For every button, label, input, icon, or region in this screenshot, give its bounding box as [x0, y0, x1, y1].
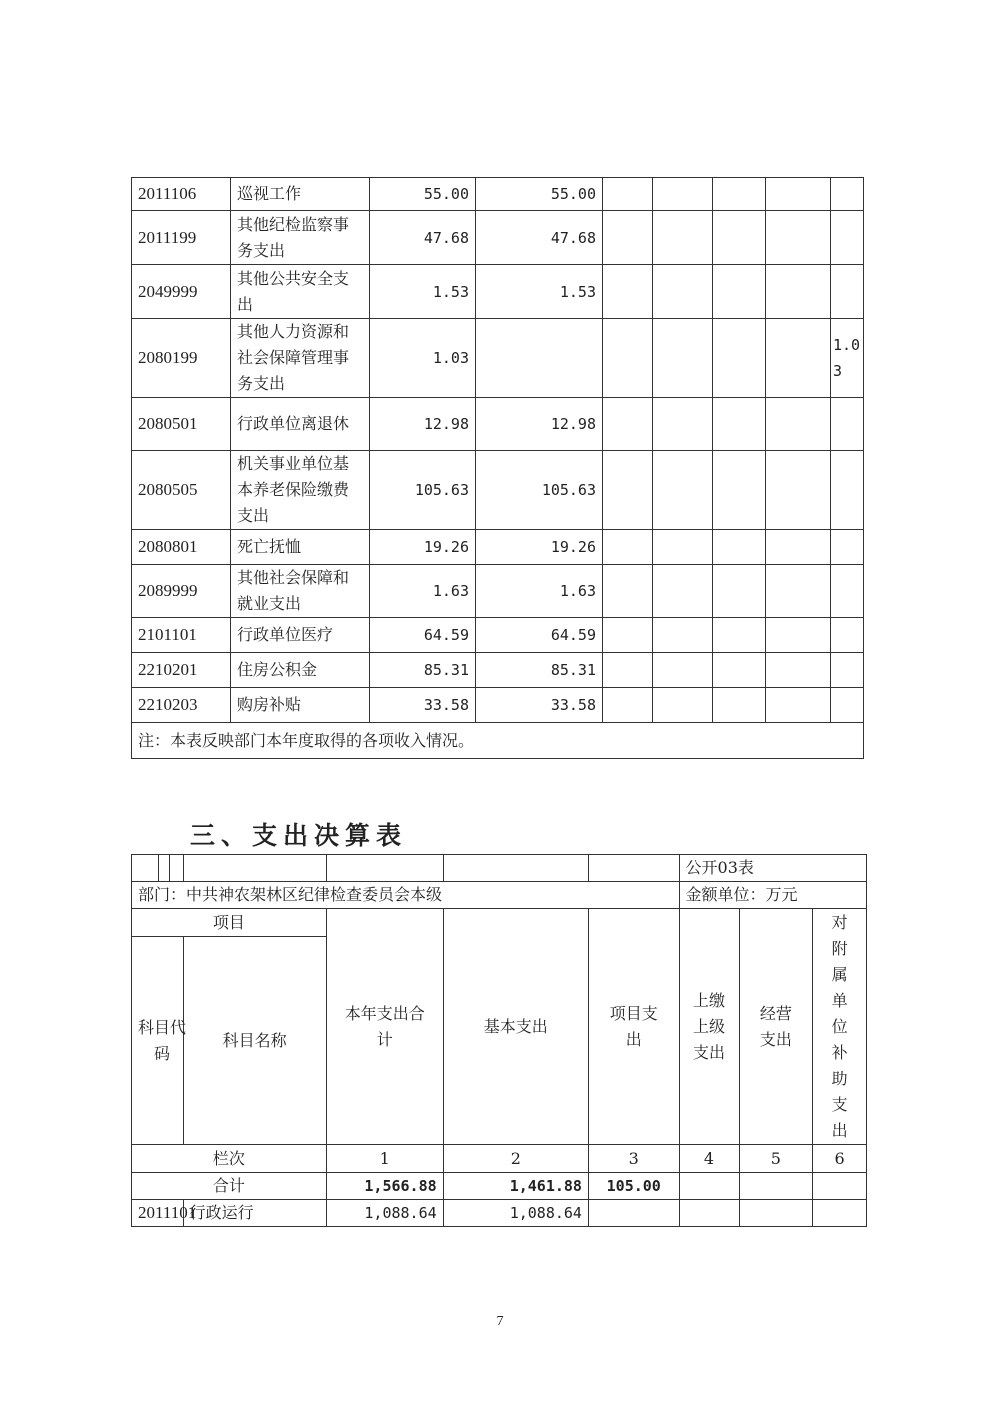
- column-index: 1: [326, 1145, 443, 1173]
- row-code: 2210203: [132, 688, 231, 723]
- table-row: [132, 653, 864, 688]
- row-total: 33.58: [370, 688, 476, 723]
- row-total: 85.31: [370, 653, 476, 688]
- row-empty: [766, 319, 831, 398]
- row-empty: [713, 451, 766, 530]
- row-code: 2089999: [132, 565, 231, 618]
- total-label: 合计: [132, 1173, 327, 1200]
- table-row: [132, 398, 864, 451]
- row-basic: 19.26: [476, 530, 603, 565]
- row-code: 2080199: [132, 319, 231, 398]
- table-row: [132, 451, 864, 530]
- row-code: 2011101: [132, 1200, 184, 1227]
- row-basic: 12.98: [476, 398, 603, 451]
- row-name: 机关事业单位基本养老保险缴费支出: [231, 451, 370, 530]
- row-code: 2210201: [132, 653, 231, 688]
- row-empty: [653, 618, 713, 653]
- row-total: 64.59: [370, 618, 476, 653]
- row-empty: [603, 451, 653, 530]
- row-upper: [679, 1200, 739, 1227]
- row-empty: [603, 398, 653, 451]
- row-project: [588, 1200, 679, 1227]
- table-row: [132, 618, 864, 653]
- row-empty: [713, 618, 766, 653]
- table-row: [132, 178, 864, 211]
- section-title: 三、支出决算表: [190, 821, 408, 850]
- table-number: 公开03表: [679, 855, 866, 882]
- row-name: 住房公积金: [231, 653, 370, 688]
- row-code: 2080505: [132, 451, 231, 530]
- column-index: 6: [813, 1145, 867, 1173]
- row-empty: [603, 653, 653, 688]
- row-basic: [476, 319, 603, 398]
- row-subsidy: [831, 618, 864, 653]
- row-empty: [653, 319, 713, 398]
- row-name: 行政单位离退休: [231, 398, 370, 451]
- row-name: 行政运行: [183, 1200, 326, 1227]
- income-table-continued: [131, 177, 864, 759]
- row-name: 行政单位医疗: [231, 618, 370, 653]
- row-empty: [603, 530, 653, 565]
- row-name: 其他纪检监察事务支出: [231, 211, 370, 265]
- row-empty: [653, 265, 713, 319]
- row-total: 1.63: [370, 565, 476, 618]
- row-empty: [653, 688, 713, 723]
- row-subsidy: [831, 688, 864, 723]
- row-empty: [603, 178, 653, 211]
- table-row: [132, 565, 864, 618]
- row-name: 巡视工作: [231, 178, 370, 211]
- header-item: 项目: [132, 909, 327, 937]
- unit-label: 金额单位：万元: [679, 882, 866, 909]
- row-basic: 1.53: [476, 265, 603, 319]
- row-total: 19.26: [370, 530, 476, 565]
- row-basic: 33.58: [476, 688, 603, 723]
- page-number: 7: [496, 1314, 504, 1329]
- row-basic: 105.63: [476, 451, 603, 530]
- row-empty: [653, 653, 713, 688]
- row-empty: [603, 319, 653, 398]
- row-empty: [713, 565, 766, 618]
- header-project: 项目支出: [588, 909, 679, 1145]
- row-basic: 47.68: [476, 211, 603, 265]
- row-name: 购房补贴: [231, 688, 370, 723]
- row-name: 死亡抚恤: [231, 530, 370, 565]
- row-empty: [766, 398, 831, 451]
- row-empty: [603, 265, 653, 319]
- column-index: 4: [679, 1145, 739, 1173]
- row-subsidy: [831, 530, 864, 565]
- department-label: 部门：中共神农架林区纪律检查委员会本级: [132, 882, 680, 909]
- row-empty: [653, 211, 713, 265]
- header-subsidy: 对附属单位补助支出: [813, 909, 867, 1145]
- row-empty: [713, 653, 766, 688]
- table-note: 注：本表反映部门本年度取得的各项收入情况。: [132, 723, 864, 759]
- row-code: 2011199: [132, 211, 231, 265]
- row-subsidy: [831, 653, 864, 688]
- row-total: 47.68: [370, 211, 476, 265]
- row-business: [739, 1200, 813, 1227]
- row-total: 1,088.64: [326, 1200, 443, 1227]
- row-empty: [766, 653, 831, 688]
- row-empty: [653, 398, 713, 451]
- row-basic: 64.59: [476, 618, 603, 653]
- row-empty: [766, 451, 831, 530]
- header-basic: 基本支出: [443, 909, 588, 1145]
- header-upper: 上缴上级支出: [679, 909, 739, 1145]
- row-empty: [766, 178, 831, 211]
- row-total: 1.03: [370, 319, 476, 398]
- table-row: [132, 530, 864, 565]
- header-total: 本年支出合计: [326, 909, 443, 1145]
- column-index: 5: [739, 1145, 813, 1173]
- row-empty: [603, 565, 653, 618]
- row-empty: [713, 211, 766, 265]
- row-subsidy: 1.03: [831, 319, 864, 398]
- row-total: 55.00: [370, 178, 476, 211]
- row-total: 1.53: [370, 265, 476, 319]
- column-index: 3: [588, 1145, 679, 1173]
- row-empty: [713, 398, 766, 451]
- column-index-row: [132, 1145, 867, 1173]
- header-name: 科目名称: [183, 937, 326, 1145]
- row-code: 2080801: [132, 530, 231, 565]
- row-empty: [766, 530, 831, 565]
- row-subsidy: [831, 178, 864, 211]
- row-empty: [713, 265, 766, 319]
- total-subsidy: [813, 1173, 867, 1200]
- row-empty: [653, 565, 713, 618]
- row-empty: [766, 565, 831, 618]
- row-name: 其他人力资源和社会保障管理事务支出: [231, 319, 370, 398]
- table-row: [132, 1200, 867, 1227]
- row-empty: [766, 211, 831, 265]
- row-subsidy: [831, 265, 864, 319]
- row-empty: [766, 618, 831, 653]
- total-business: [739, 1173, 813, 1200]
- row-empty: [713, 319, 766, 398]
- column-index-label: 栏次: [132, 1145, 327, 1173]
- table-row: [132, 211, 864, 265]
- row-empty: [603, 211, 653, 265]
- header-business: 经营支出: [739, 909, 813, 1145]
- row-basic: 1,088.64: [443, 1200, 588, 1227]
- table-row: [132, 265, 864, 319]
- table-row: [132, 319, 864, 398]
- row-name: 其他社会保障和就业支出: [231, 565, 370, 618]
- row-subsidy: [813, 1200, 867, 1227]
- row-name: 其他公共安全支出: [231, 265, 370, 319]
- total-project: 105.00: [588, 1173, 679, 1200]
- total-row: [132, 1173, 867, 1200]
- row-subsidy: [831, 211, 864, 265]
- row-subsidy: [831, 565, 864, 618]
- expense-table: [131, 854, 867, 1227]
- total-amount: 1,566.88: [326, 1173, 443, 1200]
- row-subsidy: [831, 451, 864, 530]
- row-code: 2011106: [132, 178, 231, 211]
- row-empty: [766, 265, 831, 319]
- department-row: [132, 882, 867, 909]
- row-empty: [713, 178, 766, 211]
- row-empty: [603, 688, 653, 723]
- row-empty: [653, 451, 713, 530]
- row-subsidy: [831, 398, 864, 451]
- total-basic: 1,461.88: [443, 1173, 588, 1200]
- row-code: 2101101: [132, 618, 231, 653]
- row-basic: 85.31: [476, 653, 603, 688]
- row-code: 2080501: [132, 398, 231, 451]
- row-code: 2049999: [132, 265, 231, 319]
- row-empty: [653, 178, 713, 211]
- row-empty: [766, 688, 831, 723]
- row-basic: 55.00: [476, 178, 603, 211]
- row-total: 12.98: [370, 398, 476, 451]
- row-empty: [653, 530, 713, 565]
- header-code: 科目代码: [132, 937, 184, 1145]
- row-empty: [603, 618, 653, 653]
- note-row: [132, 723, 864, 759]
- row-basic: 1.63: [476, 565, 603, 618]
- table-row: [132, 688, 864, 723]
- column-index: 2: [443, 1145, 588, 1173]
- table-no-row: [132, 855, 867, 882]
- total-upper: [679, 1173, 739, 1200]
- row-total: 105.63: [370, 451, 476, 530]
- row-empty: [713, 530, 766, 565]
- row-empty: [713, 688, 766, 723]
